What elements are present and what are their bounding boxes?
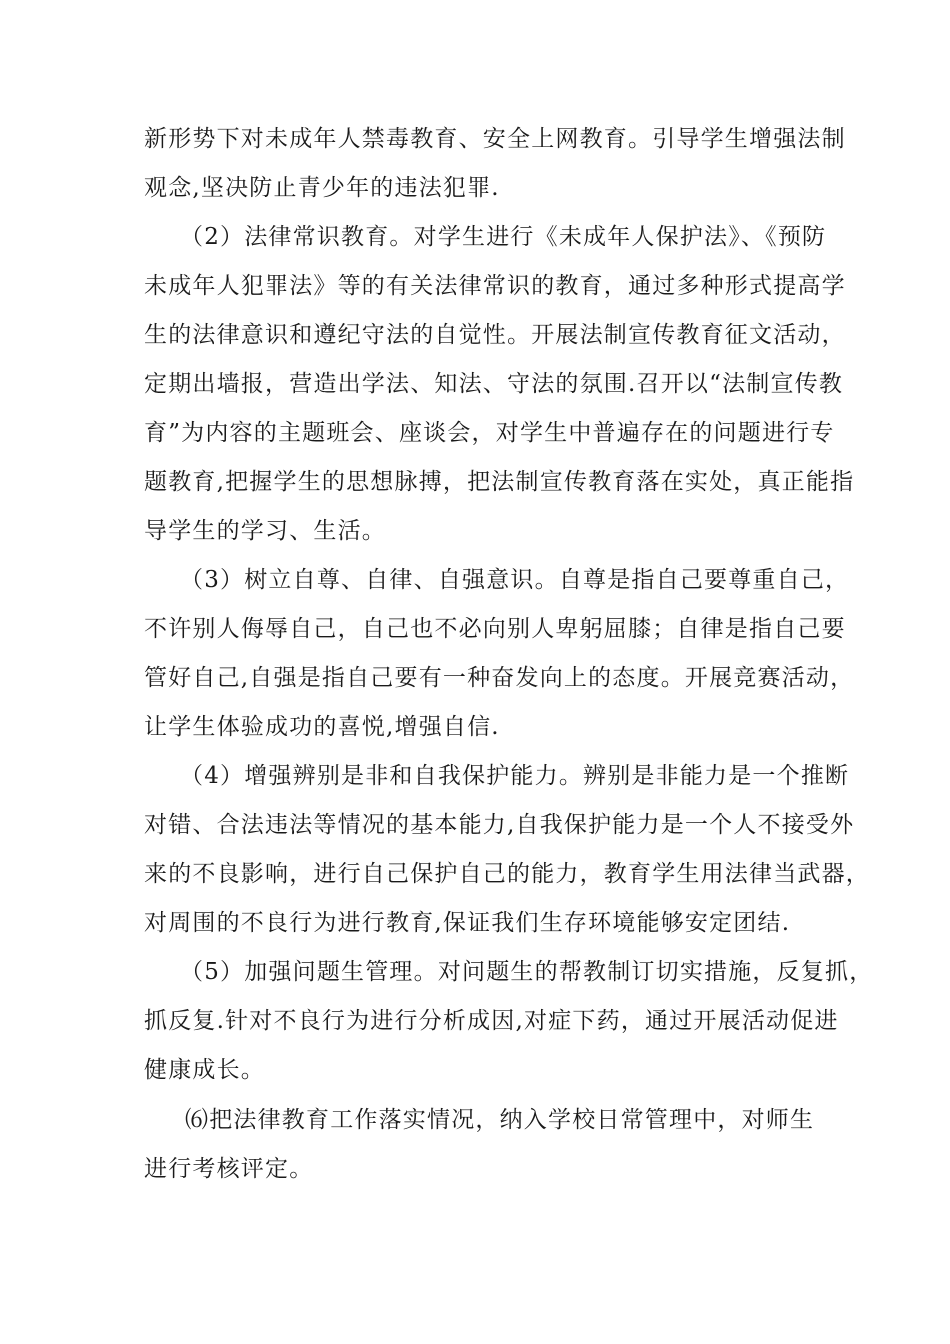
text-line: 新形势下对未成年人禁毒教育、安全上网教育。引导学生增强法制 — [144, 126, 846, 152]
text-line: 未成年人犯罪法》等的有关法律常识的教育，通过多种形式提高学 — [144, 273, 846, 299]
text-line: （4）增强辨别是非和自我保护能力。辨别是非能力是一个推断 — [180, 763, 850, 789]
text-line: （2）法律常识教育。对学生进行《未成年人保护法》、《预防 — [180, 224, 827, 250]
text-line: 抓反复.针对不良行为进行分析成因,对症下药，通过开展活动促进 — [144, 1008, 839, 1034]
text-line: （5）加强问题生管理。对问题生的帮教制订切实措施，反复抓， — [180, 959, 874, 985]
text-line: 管好自己,自强是指自己要有一种奋发向上的态度。开展竞赛活动， — [144, 665, 855, 691]
text-line: 育”为内容的主题班会、座谈会，对学生中普遍存在的问题进行专 — [144, 420, 835, 446]
text-line: （3）树立自尊、自律、自强意识。自尊是指自己要尊重自己， — [180, 567, 850, 593]
text-line: 题教育,把握学生的思想脉搏，把法制宣传教育落在实处，真正能指 — [144, 469, 855, 495]
text-line: 健康成长。 — [144, 1057, 265, 1083]
text-line: 来的不良影响，进行自己保护自己的能力，教育学生用法律当武器， — [144, 861, 870, 887]
text-line: 进行考核评定。 — [144, 1156, 314, 1182]
text-line: 观念,坚决防止青少年的违法犯罪. — [144, 175, 500, 201]
text-line: 不许别人侮辱自己，自己也不必向别人卑躬屈膝；自律是指自己要 — [144, 616, 846, 642]
text-line: 定期出墙报，营造出学法、知法、守法的氛围.召开以“法制宣传教 — [144, 371, 844, 397]
text-line: 对错、合法违法等情况的基本能力,自我保护能力是一个人不接受外 — [144, 812, 855, 838]
text-line: 让学生体验成功的喜悦,增强自信. — [144, 714, 500, 740]
text-line: 导学生的学习、生活。 — [144, 518, 386, 544]
text-line: ⑹把法律教育工作落实情况，纳入学校日常管理中，对师生 — [185, 1107, 815, 1133]
text-line: 生的法律意识和遵纪守法的自觉性。开展法制宣传教育征文活动， — [144, 322, 846, 348]
text-line: 对周围的不良行为进行教育,保证我们生存环境能够安定团结. — [144, 910, 791, 936]
